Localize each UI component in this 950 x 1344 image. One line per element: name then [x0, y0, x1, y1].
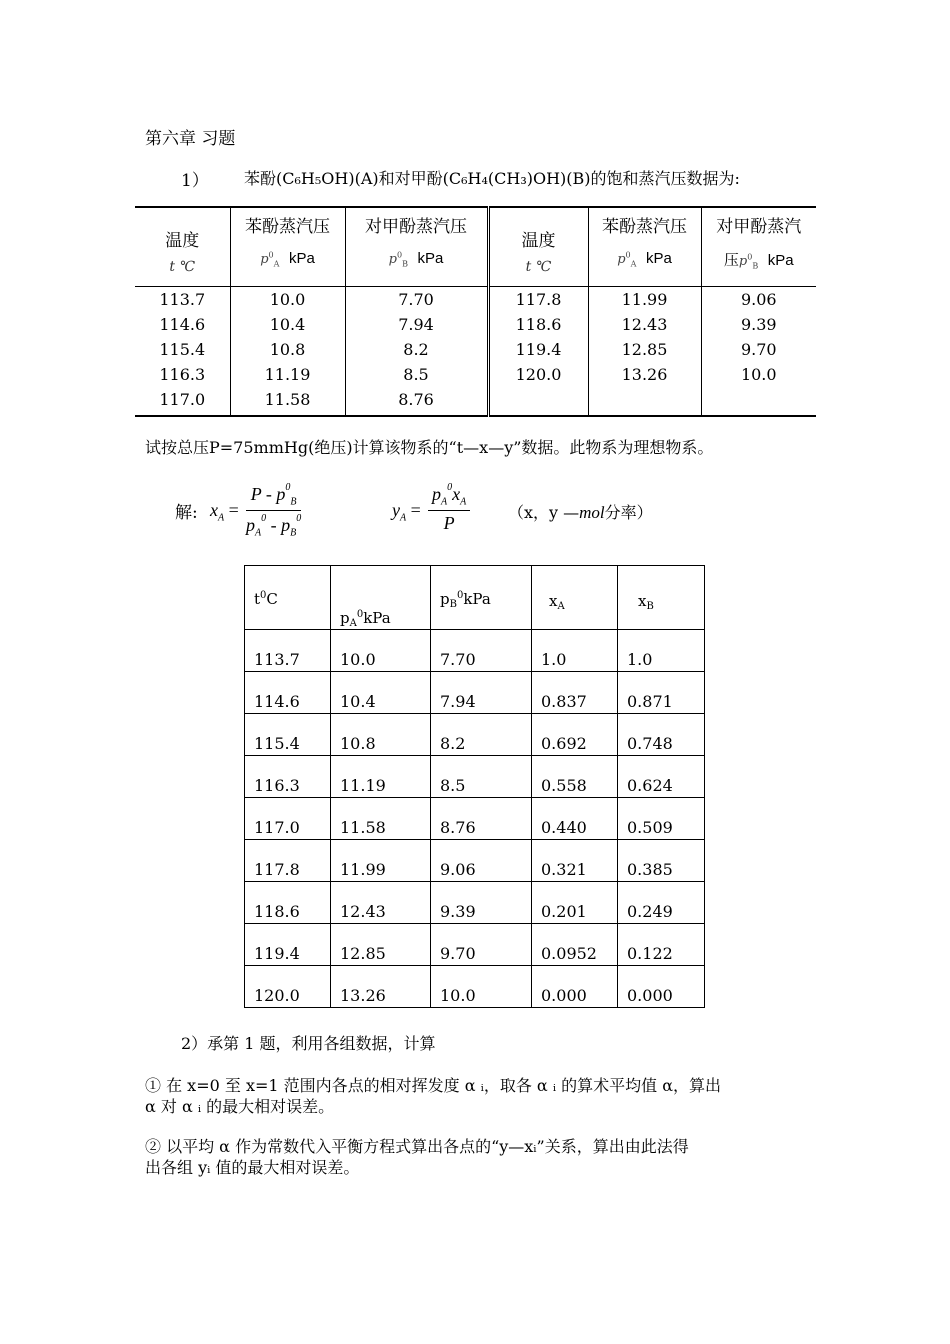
table-cell: 7.94	[431, 672, 532, 714]
table-row	[245, 756, 705, 798]
table-header-row	[135, 207, 816, 287]
cell: 13.26	[588, 365, 701, 390]
cell: 11.19	[230, 365, 345, 390]
cell: 8.5	[345, 365, 488, 390]
header-cresol: 对甲酚蒸汽压 $p^0_B$ kPa	[345, 207, 488, 287]
table-cell: 10.8	[331, 714, 431, 756]
table-cell: 0.201	[532, 882, 618, 924]
cell: 117.0	[135, 390, 230, 416]
table-row	[245, 882, 705, 924]
problem2-item2-line1: ② 以平均 α 作为常数代入平衡方程式算出各点的“y—xᵢ”关系，算出由此法得	[145, 1137, 689, 1156]
table-row	[135, 390, 816, 416]
problem1-question: 试按总压P=75mmHg(绝压)计算该物系的“t—x—y”数据。此物系为理想物系。	[145, 438, 714, 457]
cell: 11.58	[230, 390, 345, 416]
header-phenol-right: 苯酚蒸汽压 $p^0_A$ kPa	[588, 207, 701, 287]
cell: 116.3	[135, 365, 230, 390]
cell: 9.06	[740, 290, 777, 309]
table-cell: 116.3	[245, 756, 331, 798]
table-cell: 0.748	[618, 714, 705, 756]
table-cell: 117.8	[245, 840, 331, 882]
table-cell: 0.837	[532, 672, 618, 714]
cell: 115.4	[135, 340, 230, 365]
cell: 10.4	[230, 315, 345, 340]
table-cell: 1.0	[532, 630, 618, 672]
problem2-item1-line2: α 对 α ᵢ 的最大相对误差。	[145, 1097, 335, 1116]
cell: 7.94	[345, 315, 488, 340]
table-cell: 0.692	[532, 714, 618, 756]
table-row	[135, 315, 816, 340]
table-cell: 119.4	[245, 924, 331, 966]
table-cell: 11.19	[331, 756, 431, 798]
header-xA: $x_A$	[532, 566, 618, 630]
header-pA: $p_A^0kPa$	[331, 566, 431, 630]
table-cell: 10.0	[331, 630, 431, 672]
table-cell: 115.4	[245, 714, 331, 756]
cell: 9.70	[740, 340, 777, 359]
table-cell: 12.43	[331, 882, 431, 924]
table-cell: 0.509	[618, 798, 705, 840]
table-cell: 113.7	[245, 630, 331, 672]
table-cell: 117.0	[245, 798, 331, 840]
header-phenol: 苯酚蒸汽压 $p^0_A$ kPa	[230, 207, 345, 287]
table-cell: 9.39	[431, 882, 532, 924]
header-cresol-right: 对甲酚蒸汽 压$p^0_B$ kPa	[701, 207, 816, 287]
table-cell: 118.6	[245, 882, 331, 924]
header-t: $t^0C$	[245, 566, 331, 630]
table-row	[245, 630, 705, 672]
table-cell: 0.871	[618, 672, 705, 714]
cell: 117.8	[488, 287, 588, 316]
cell: 8.2	[345, 340, 488, 365]
table-cell: 11.58	[331, 798, 431, 840]
cell: 7.70	[345, 287, 488, 316]
table-cell: 0.624	[618, 756, 705, 798]
table-cell: 13.26	[331, 966, 431, 1008]
cell: 114.6	[135, 315, 230, 340]
table-cell: 120.0	[245, 966, 331, 1008]
table-cell: 0.385	[618, 840, 705, 882]
table-row	[245, 840, 705, 882]
problem2-intro: 2）承第 1 题，利用各组数据，计算	[181, 1034, 436, 1053]
table-cell: 7.70	[431, 630, 532, 672]
chapter-title: 第六章 习题	[145, 129, 236, 149]
table-cell: 11.99	[331, 840, 431, 882]
table-cell: 10.0	[431, 966, 532, 1008]
formula-note: （x，y —mol分率）	[508, 503, 653, 522]
header-pB: $p_B^0kPa$	[431, 566, 532, 630]
table-row	[245, 714, 705, 756]
table-row	[245, 924, 705, 966]
fraction-x: $\frac{P - p^0_B}{p_A^0 - p_B^0}$	[246, 482, 302, 539]
table-cell: 0.0952	[532, 924, 618, 966]
cell: 119.4	[488, 340, 588, 365]
table-row	[245, 798, 705, 840]
table-cell: 0.000	[618, 966, 705, 1008]
header-temp: 温度 t ℃	[135, 207, 230, 287]
table-cell: 0.000	[532, 966, 618, 1008]
fraction-y: $\frac{p_A^0x_A}{P}$	[428, 482, 470, 534]
header-temp-right: 温度 t ℃	[488, 207, 588, 287]
header-xB: $x_B$	[618, 566, 705, 630]
cell: 10.0	[230, 287, 345, 316]
cell: 8.76	[345, 390, 488, 416]
table-cell: 0.122	[618, 924, 705, 966]
cell: 9.39	[740, 315, 777, 334]
table-cell: 8.76	[431, 798, 532, 840]
table-cell: 0.321	[532, 840, 618, 882]
cell: 10.0	[740, 365, 777, 384]
table-row	[135, 340, 816, 365]
table-row	[135, 365, 816, 390]
problem2-item1-line1: ① 在 x=0 至 x=1 范围内各点的相对挥发度 α ᵢ，取各 α ᵢ 的算术平均值 α，算出	[145, 1076, 722, 1095]
cell: 12.43	[588, 315, 701, 340]
cell	[701, 390, 816, 416]
table-cell: 8.2	[431, 714, 532, 756]
table-cell: 0.440	[532, 798, 618, 840]
problem1-text: 苯酚(C₆H₅OH)(A)和对甲酚(C₆H₄(CH₃)OH)(B)的饱和蒸汽压数据为:	[244, 169, 740, 188]
table-cell: 1.0	[618, 630, 705, 672]
formula-xA: $x_A$ =	[210, 500, 239, 524]
results-table	[244, 565, 705, 1008]
cell	[588, 390, 701, 416]
solution-label: 解:	[175, 503, 198, 523]
table-cell: 8.5	[431, 756, 532, 798]
cell: 12.85	[588, 340, 701, 365]
cell: 10.8	[230, 340, 345, 365]
table-cell: 12.85	[331, 924, 431, 966]
table-row	[135, 287, 816, 316]
cell: 118.6	[488, 315, 588, 340]
table-cell: 0.558	[532, 756, 618, 798]
vapor-pressure-table	[135, 206, 816, 417]
cell: 11.99	[588, 287, 701, 316]
table-row	[245, 966, 705, 1008]
cell: 120.0	[488, 365, 588, 390]
table-cell: 9.70	[431, 924, 532, 966]
table-header-row	[245, 566, 705, 630]
problem2-item2-line2: 出各组 yᵢ 值的最大相对误差。	[145, 1158, 360, 1177]
cell: 113.7	[135, 287, 230, 316]
formula-yA: $y_A$ =	[392, 500, 421, 524]
table-row	[245, 672, 705, 714]
table-cell: 9.06	[431, 840, 532, 882]
problem1-number: 1）	[181, 171, 209, 191]
cell	[488, 390, 588, 416]
table-cell: 10.4	[331, 672, 431, 714]
table-cell: 0.249	[618, 882, 705, 924]
table-cell: 114.6	[245, 672, 331, 714]
